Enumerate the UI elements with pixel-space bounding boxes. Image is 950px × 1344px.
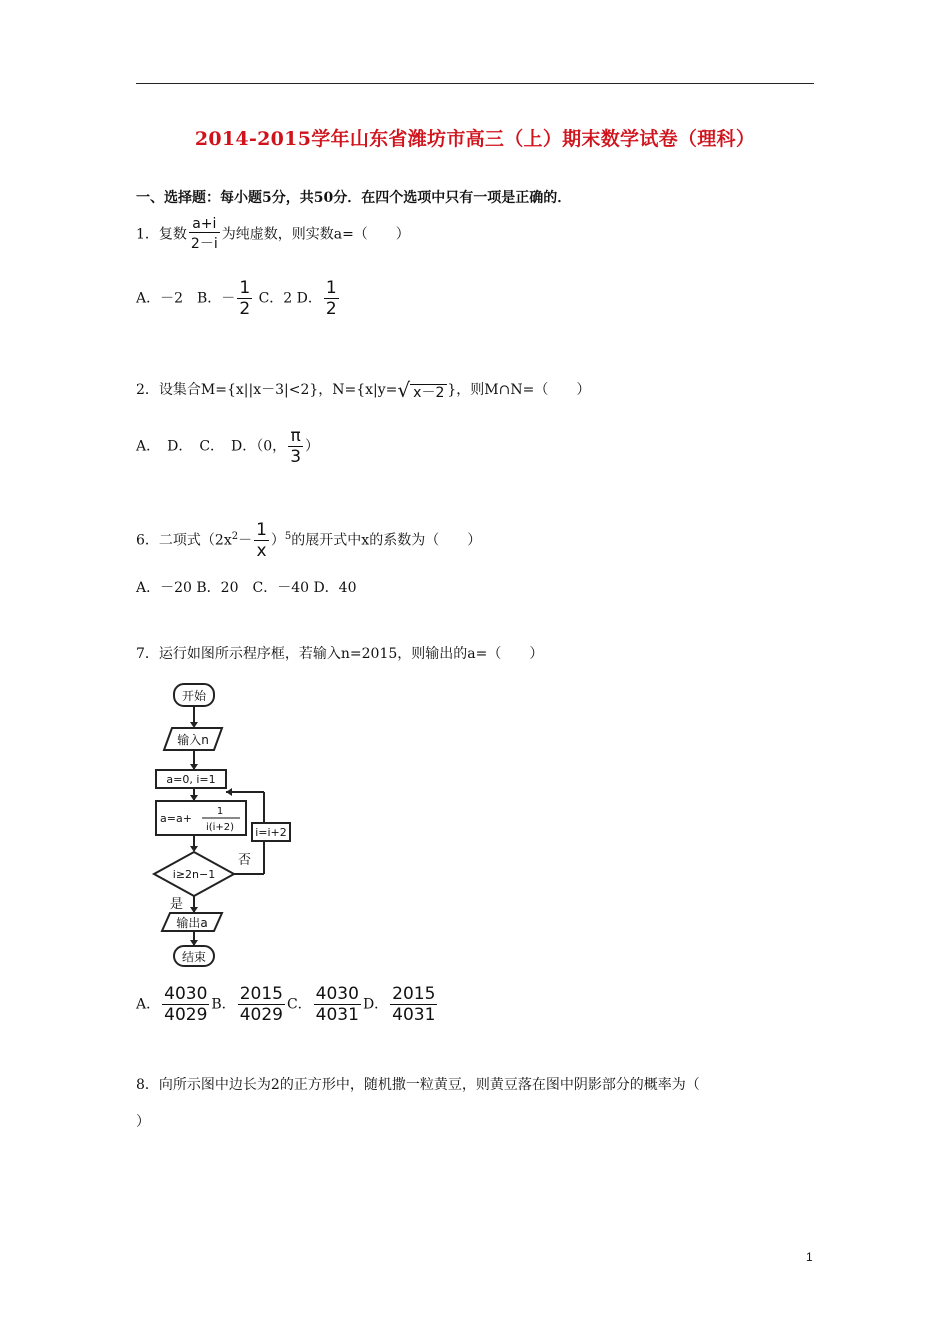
question-8-cont: ） [136, 1114, 150, 1130]
question-6: 6．二项式（$2x^2-$ $\frac{1}{x}$ ）$^5$的展开式中x的系数为（ ） [136, 520, 482, 561]
q7-option-a-fraction: $\frac{4030}{4029}$ [164, 984, 208, 1025]
flow-init-label: a=0, i=1 [166, 773, 216, 786]
section-header: 一、选择题：每小题5分，共50分．在四个选项中只有一项是正确的． [136, 190, 572, 206]
question-7-options: A． $\frac{4030}{4029}$ B． $\frac{2015}{4029}$ C． $\frac{4030}{4031}$ D． $\frac{2015}{4031}$ [136, 984, 436, 1025]
flow-increment-label: i=i+2 [255, 826, 287, 839]
q7-option-d-fraction: $\frac{2015}{4031}$ [392, 984, 436, 1025]
flow-no-label: 否 [238, 853, 252, 868]
flow-assign-label: a=a+ [160, 812, 192, 825]
q6-fraction: $\frac{1}{x}$ [256, 520, 267, 561]
question-2: 2．设集合M={x||x－3|<2}，N={x|y=√ x－2 }，则M∩N=（ ） [136, 378, 591, 402]
question-6-options: A．－20 B．20 C．－40 D．40 [136, 580, 357, 596]
q1-option-b-fraction: $\frac{1}{2}$ [239, 278, 251, 319]
q2-fraction: $\frac{\pi}{3}$ [290, 426, 302, 467]
q7-option-c-fraction: $\frac{4030}{4031}$ [315, 984, 359, 1025]
flowchart [150, 680, 310, 972]
page-number: 1 [806, 1250, 813, 1264]
question-7: 7．运行如图所示程序框，若输入n=2015，则输出的a=（ ） [136, 646, 544, 662]
flow-assign-den: i(i+2) [205, 822, 235, 833]
flow-end-label: 结束 [181, 950, 207, 964]
q7-option-b-fraction: $\frac{2015}{4029}$ [239, 984, 283, 1025]
question-2-options: A． D． C． D．（0， $\frac{\pi}{3}$ ） [136, 426, 320, 467]
question-1: 1．复数 $\frac{a+i}{2-i}$ 为纯虚数，则实数a=（ ） [136, 216, 410, 252]
q2-sqrt: √ x－2 [397, 378, 447, 402]
flow-input-label: 输入n [177, 733, 209, 747]
flow-condition-label: i≥2n−1 [172, 868, 216, 881]
flow-assign-num: 1 [216, 806, 224, 817]
question-1-options: A．－2 B．－ $\frac{1}{2}$ C．2 D． $\frac{1}{2}$ [136, 278, 337, 319]
flow-start-label: 开始 [181, 689, 207, 703]
flow-yes-label: 是 [170, 897, 184, 912]
header-rule [136, 83, 814, 84]
q1-option-d-fraction: $\frac{1}{2}$ [325, 278, 337, 319]
exam-title: 2014-2015学年山东省潍坊市高三（上）期末数学试卷（理科） [194, 128, 756, 150]
question-8: 8．向所示图中边长为2的正方形中，随机撒一粒黄豆，则黄豆落在图中阴影部分的概率为（ [136, 1077, 700, 1093]
q1-fraction: $\frac{a+i}{2-i}$ [190, 216, 218, 252]
flow-output-label: 输出a [176, 916, 208, 930]
